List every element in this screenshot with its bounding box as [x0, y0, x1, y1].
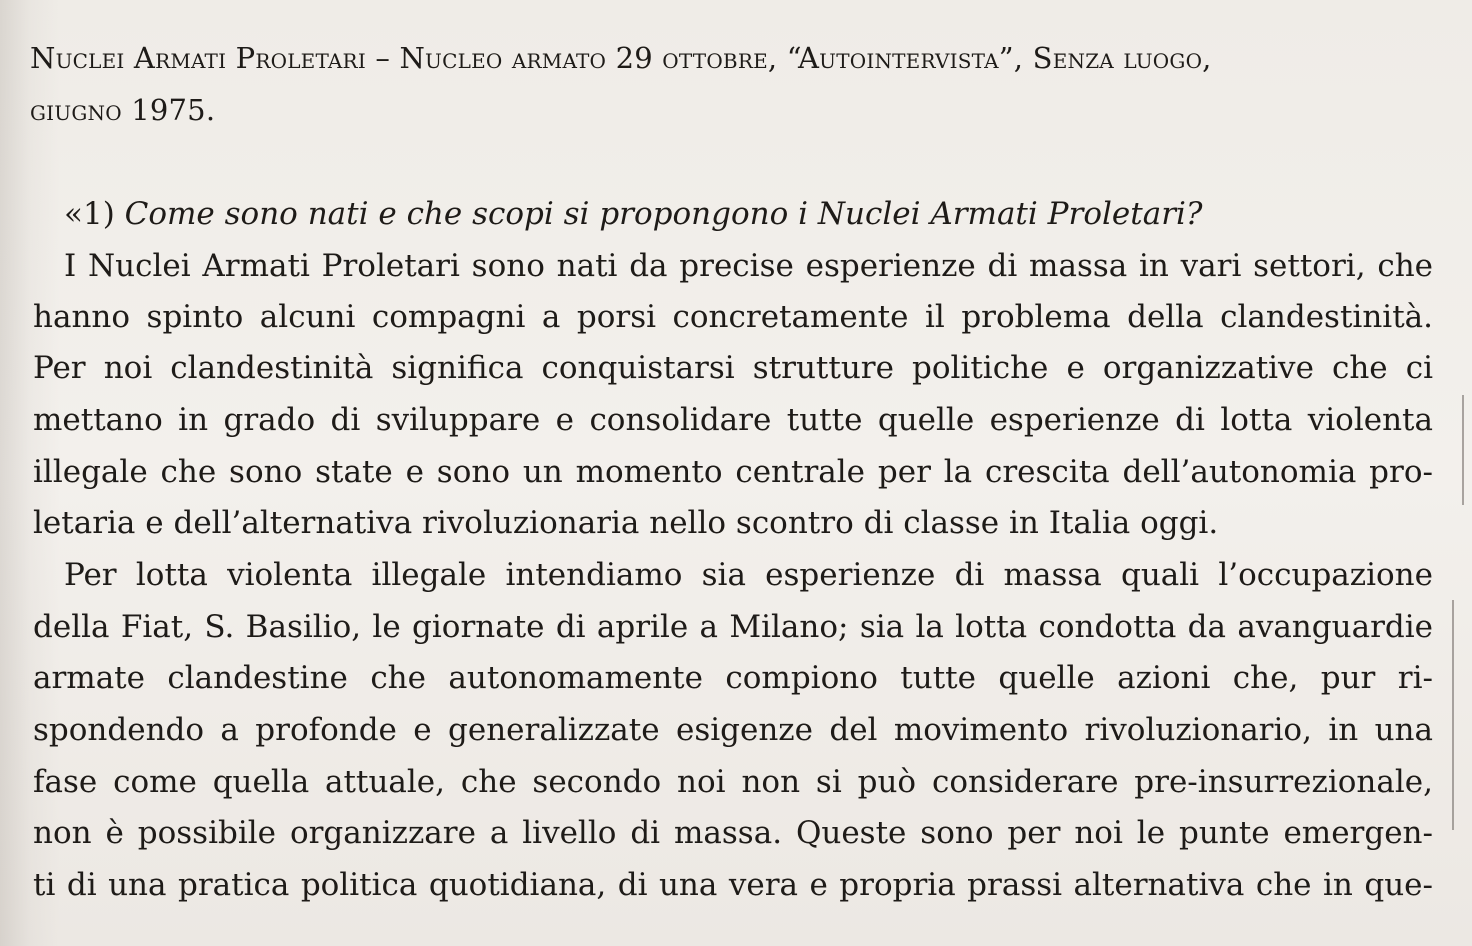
body-line-13: ti di una pratica politica quotidiana, di una vera e propria prassi alternativa che in que-: [33, 867, 1433, 903]
question-text: Come sono nati e che scopi si propongono i Nuclei Armati Proletari?: [124, 196, 1203, 232]
body-line-10: spondendo a profonde e generalizzate esigenze del movimento rivoluzionario, in una: [33, 712, 1433, 748]
body-line-7: Per lotta violenta illegale intendiamo sia esperienze di massa quali l’occupazione: [64, 557, 1433, 593]
interview-question: [64, 188, 1203, 240]
source-citation: [30, 32, 1430, 136]
body-line-6: letaria e dell’alternativa rivoluzionaria nello scontro di classe in Italia oggi.: [33, 505, 1219, 541]
margin-pencil-mark-1: [1462, 395, 1464, 505]
body-line-5: illegale che sono state e sono un momento centrale per la crescita dell’autonomia pro-: [33, 454, 1433, 490]
body-line-1: I Nuclei Armati Proletari sono nati da precise esperienze di massa in vari settori, che: [64, 248, 1433, 284]
body-line-3: Per noi clandestinità significa conquistarsi strutture politiche e organizzative che ci: [33, 350, 1433, 386]
body-line-11: fase come quella attuale, che secondo noi non si può considerare pre-insurrezionale,: [33, 764, 1433, 800]
body-line-8: della Fiat, S. Basilio, le giornate di aprile a Milano; sia la lotta condotta da avanguardie: [33, 609, 1433, 645]
question-number: «1): [64, 196, 115, 232]
body-line-2: hanno spinto alcuni compagni a porsi concretamente il problema della clandestinità.: [33, 299, 1433, 335]
body-line-4: mettano in grado di sviluppare e consolidare tutte quelle esperienze di lotta violenta: [33, 402, 1433, 438]
body-line-9: armate clandestine che autonomamente compiono tutte quelle azioni che, pur ri-: [33, 660, 1433, 696]
body-line-12: non è possibile organizzare a livello di massa. Queste sono per noi le punte emergen-: [33, 815, 1433, 851]
source-citation-line-2: giugno 1975.: [30, 93, 216, 127]
source-citation-line-1: Nuclei Armati Proletari – Nucleo armato 29 ottobre, “Autointervista”, Senza luogo,: [30, 41, 1212, 75]
margin-pencil-mark-2: [1452, 600, 1454, 830]
